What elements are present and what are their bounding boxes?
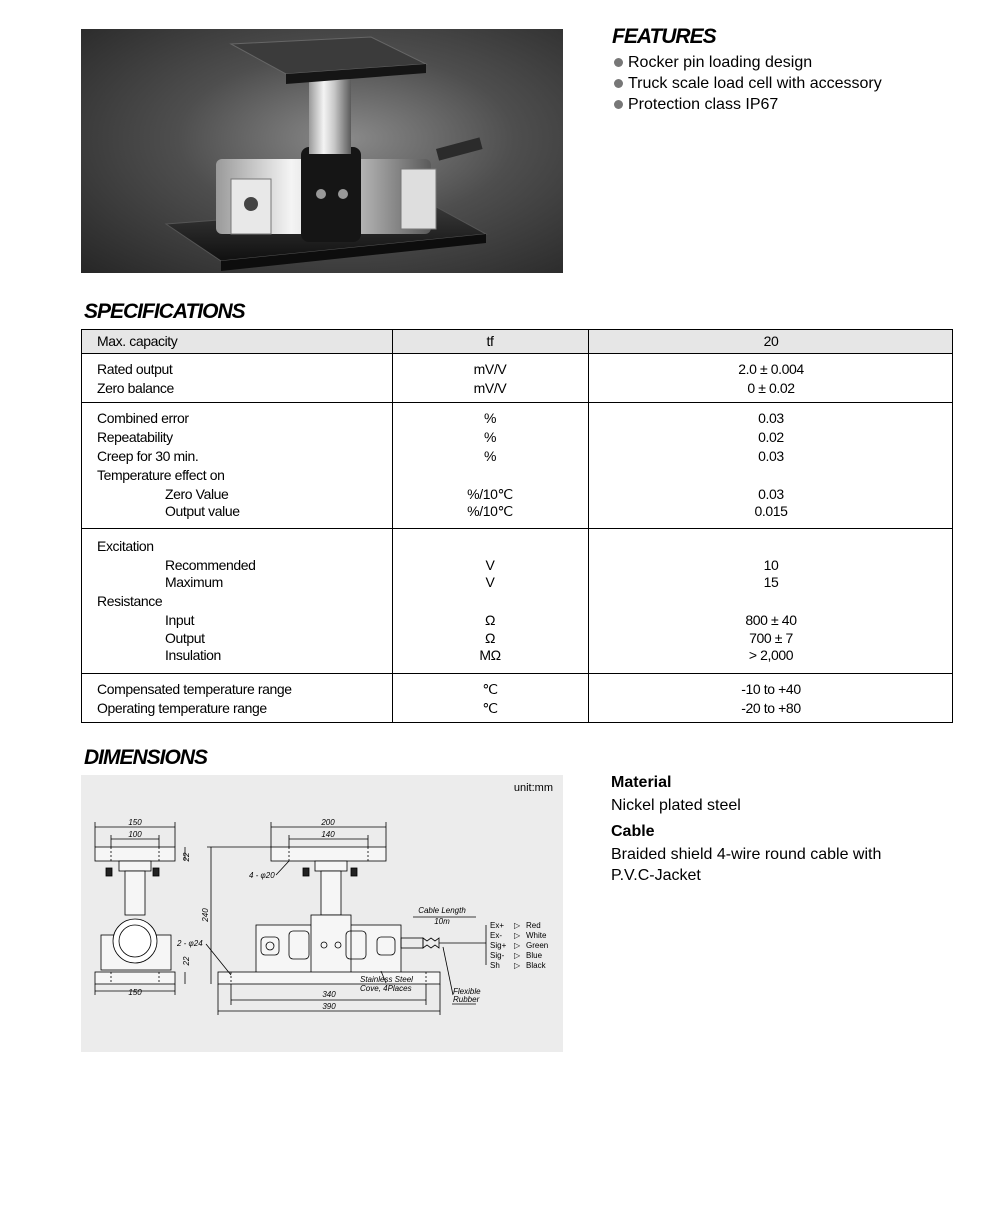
svg-text:Sh: Sh — [490, 961, 500, 970]
material-text: Nickel plated steel — [611, 797, 741, 814]
dim-label: 200 — [321, 818, 335, 827]
dim-label: 390 — [322, 1002, 336, 1011]
unit-note: unit:mm — [513, 782, 553, 794]
svg-text:Green: Green — [526, 941, 549, 950]
table-row: Compensated temperature range ℃ -10 to +40 — [97, 681, 801, 697]
dim-label: 340 — [322, 990, 336, 999]
triangle-icon: ▷ — [514, 961, 521, 970]
bullet-icon — [614, 79, 623, 88]
spec-group — [82, 529, 952, 674]
table-row: Resistance — [97, 593, 163, 609]
dim-label: 22 — [182, 956, 191, 966]
feature-item: Protection class IP67 — [614, 94, 882, 115]
table-row: Recommended V 10 — [165, 557, 779, 573]
dim-label: Stainless Steel — [360, 975, 413, 984]
svg-text:Ex+: Ex+ — [490, 921, 505, 930]
cable-text: Braided shield 4-wire round cable with P.V.C-Jacket — [611, 846, 882, 884]
table-row: Repeatability % 0.02 — [97, 429, 784, 445]
triangle-icon: ▷ — [514, 951, 521, 960]
table-row: Temperature effect on — [97, 467, 225, 483]
wiring-legend — [490, 921, 548, 970]
table-row: Creep for 30 min. % 0.03 — [97, 448, 784, 464]
bullet-icon — [614, 100, 623, 109]
table-row: Insulation MΩ > 2,000 — [165, 647, 794, 663]
dimension-drawing — [81, 775, 563, 1052]
dim-label: Cove, 4Places — [360, 984, 412, 993]
features-heading: FEATURES — [612, 25, 716, 48]
table-row: Excitation — [97, 538, 154, 554]
header-unit: tf — [486, 333, 494, 349]
dimensions-heading: DIMENSIONS — [84, 746, 208, 769]
table-row: Maximum V 15 — [165, 574, 779, 590]
cable-heading: Cable — [611, 823, 655, 840]
triangle-icon: ▷ — [514, 921, 521, 930]
triangle-icon: ▷ — [514, 941, 521, 950]
specifications-heading: SPECIFICATIONS — [84, 300, 245, 323]
svg-text:Black: Black — [526, 961, 546, 970]
table-row: Output value %/10℃ 0.015 — [165, 503, 788, 519]
table-row: Combined error % 0.03 — [97, 410, 784, 426]
svg-text:Ex-: Ex- — [490, 931, 502, 940]
spec-group — [82, 403, 952, 529]
table-row: Output Ω 700 ± 7 — [165, 630, 793, 646]
dim-label: Cable Length — [418, 906, 466, 915]
dim-label: 10m — [434, 917, 450, 926]
svg-text:Blue: Blue — [526, 951, 543, 960]
table-row: Rated output mV/V 2.0 ± 0.004 — [97, 361, 804, 377]
product-photo — [81, 29, 563, 273]
svg-text:Sig+: Sig+ — [490, 941, 507, 950]
dim-label: 100 — [128, 830, 142, 839]
table-header-row — [82, 330, 952, 354]
table-row: Zero balance mV/V 0 ± 0.02 — [97, 380, 795, 396]
dim-label: 150 — [128, 988, 142, 997]
table-row: Zero Value %/10℃ 0.03 — [165, 486, 784, 502]
dim-label: 22 — [182, 852, 191, 862]
dim-label: 150 — [128, 818, 142, 827]
header-value: 20 — [763, 333, 779, 349]
spec-group — [82, 674, 952, 722]
svg-text:Red: Red — [526, 921, 541, 930]
dim-label: 2 - φ24 — [177, 939, 203, 948]
header-label: Max. capacity — [97, 333, 178, 349]
table-row: Operating temperature range ℃ -20 to +80 — [97, 700, 801, 716]
specifications-table — [81, 329, 953, 723]
material-heading: Material — [611, 774, 672, 791]
spec-group — [82, 354, 952, 403]
feature-item: Truck scale load cell with accessory — [614, 73, 882, 94]
dim-label: Rubber — [453, 995, 480, 1004]
dim-label: 240 — [201, 908, 210, 922]
table-row: Input Ω 800 ± 40 — [165, 612, 797, 628]
dim-label: 4 - φ20 — [249, 871, 275, 880]
svg-text:White: White — [526, 931, 547, 940]
triangle-icon: ▷ — [514, 931, 521, 940]
svg-text:Sig-: Sig- — [490, 951, 505, 960]
dim-label: Flexible — [453, 987, 481, 996]
bullet-icon — [614, 58, 623, 67]
feature-item: Rocker pin loading design — [614, 52, 882, 73]
dim-label: 140 — [321, 830, 335, 839]
features-list — [614, 52, 882, 115]
